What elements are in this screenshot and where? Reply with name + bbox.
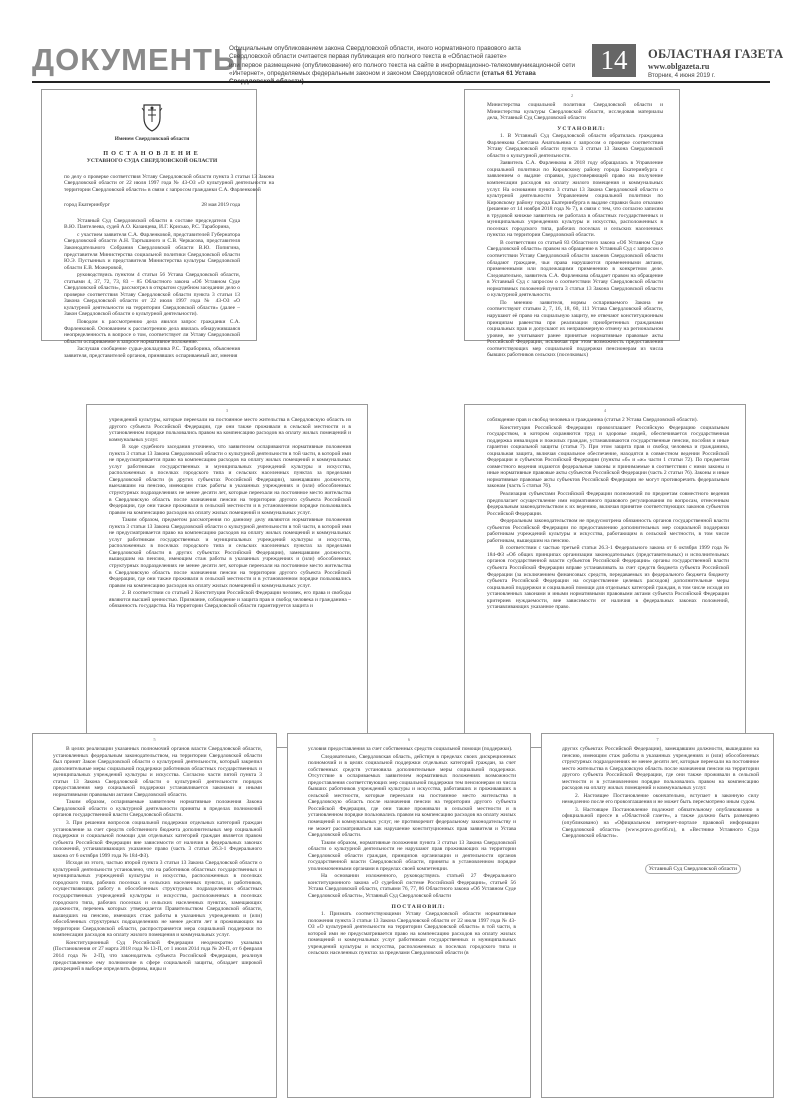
paragraph: Поводом к рассмотрению дела явился запрос гражданки С.А. Фарленковой. Основанием к рассмотрению дела явилась обнаружившаяся неопределенность в вопросе о том, соответствует ли Уставу Свердловской области оспариваемое в запросе нормативное положение. (64, 319, 240, 345)
stamp-text: Уставный Суд Свердловской области (645, 864, 741, 874)
paragraph: 2. В соответствии со статьей 2 Конституции Российской Федерации человек, его права и свободы являются высшей ценностью. Признание, соблюдение и защита прав и свобод человека и гражданина – обязанность государства. На территории Свердловской области гарантируется защита и (109, 590, 351, 610)
paragraph: Конституционный Суд Российской Федерации неоднократно указывал (Постановления от 27 марта 2018 года № 13-П, от 1 июля 2014 года № 20-П, от 6 февраля 2014 года № 2-П), что законодатель субъекта Российской Федерации, реализуя предоставленное ему полномочие в сфере социальной защиты, обладает широкой дискрецией в выборе определить формы, виды и (53, 939, 262, 973)
paragraph: условия предоставления за счет собственных средств социальной помощи (поддержки). (308, 746, 513, 752)
page-number-badge: 14 (592, 44, 636, 77)
desc-line: Официальным опубликованием закона Свердловской области, иного нормативного правового акта (229, 45, 521, 52)
site-link[interactable]: www.oblgazeta.ru (648, 62, 710, 71)
paragraph: По мнению заявителя, нормы оспариваемого Закона не соответствуют статьям 2, 7, 16, 18, 60, 111 Устава Свердловской области, нарушают её право на социальную защиту, не отвечают конституционным принципам равенства при реализации приобретенных гражданами социальных прав и допускают их неправомерную отмену на региональном уровне, не учитывают ранее принятые нормативные правовые акты Российской Федерации, исключая при этом возможность предоставления соответствующих мер социальной поддержки пенсионерам из числа бывших работников сельских (поселковых) (487, 299, 663, 359)
document-page-2 (464, 89, 680, 359)
paragraph: руководствуясь пунктом 4 статьи 56 Устава Свердловской области, статьями 4, 37, 72, 73, 83 – 85 Областного закона «Об Уставном Суде Свердловской области», рассмотрел в открытом судебном заседании дело о проверке соответствия Уставу Свердловской области пункта 3 статьи 13 Закона Свердловской области от 22 июля 1997 года № 43-ОЗ «О культурной деятельности на территории Свердловской области» (далее – Закон Свердловской области о культурной деятельности). (64, 272, 240, 318)
paragraph: других субъектах Российской Федерации), замещавшим должности, вышедшим на пенсию, имеющим стаж работы в указанных учреждениях и (или) обособленных структурных подразделениях не менее десяти лет, которые переехали на постоянное место жительства в Свердловскую область после назначения пенсии на территории другого субъекта Российской Федерации, где они также проживали в сельской местности и в установленном порядке пользовались правом на компенсацию расходов на оплату жилых помещений и коммунальных услуг. (562, 746, 759, 792)
page-number: 3 (225, 408, 229, 413)
page-number: 2 (570, 93, 574, 98)
case-subject: по делу о проверке соответствия Уставу Свердловской области пункта 3 статьи 13 Закона Свердловской области от 22 июля 1997 года № 43-ОЗ «О культурной деятельности на территории Свердловской области» в связи с запросом гражданки С.А. Фарленковой (64, 173, 274, 193)
document-page-5 (32, 733, 277, 1098)
paragraph: Таким образом, нормативные положения пункта 3 статьи 13 Закона Свердловской области о культурной деятельности не нарушают прав проживающих на территории Свердловской области граждан, принципов организации и деятельности органов государственной власти Свердловской области, приняты в установленном порядке уполномоченными органами в пределах своей компетенции. (308, 839, 516, 872)
decision-date: 28 мая 2019 года (201, 202, 240, 209)
paragraph: В соответствии со статьей 83 Областного закона «Об Уставном Суде Свердловской области» правом на обращение в Уставный Суд с запросом о соответствии Уставу Свердловской области законов Свердловской области обладают граждане, чьи права нарушаются примененными актами, примененными или подлежащими применению в конкретном деле. Следовательно, заявитель С.А. Фарленкова обладает правом на обращение в Уставный Суд с запросом о соответствии Уставу Свердловской области нормативных положений пункта 3 статьи 13 Закона Свердловской области о культурной деятельности. (487, 239, 663, 299)
city: город Екатеринбург (64, 202, 110, 209)
paragraph: Таким образом, предметом рассмотрения по данному делу являются нормативные положения пункта 3 статьи 13 Закона Свердловской области о культурной деятельности в той части, в которой ими не предусматривается право на компенсацию расходов на оплату жилых помещений и коммунальных услуг работникам государственных и муниципальных учреждений культуры и искусства, расположенных в поселках городского типа и сельских населенных пунктах за пределами Свердловской области в других субъектах Российской Федерации), замещавшим должности, вышедшим на пенсию, имеющим стаж работы в указанных учреждениях и (или) обособленных структурных подразделениях не менее десяти лет, которые переехали на постоянное место жительства в Свердловскую область после назначения пенсии на территории другого субъекта Российской Федерации, где они также проживали в сельской местности и в установленном порядке пользовались правом на компенсацию расходов на оплату жилых помещений и коммунальных услуг. (109, 517, 351, 589)
paragraph: с участием заявителя С.А. Фарленковой, представителей Губернатора Свердловской области А.Н. Тартышного и С.В. Черкасова, представителя Законодательного Собрания Свердловской области В.Ю. Попигина, представителя Министерства социальной политики Свердловской области Ю.Э. Пустынных и представителя Министерства культуры Свердловской области Е.В. Можеровой, (64, 231, 240, 271)
paragraph: Уставный Суд Свердловской области в составе председателя Суда В.Ю. Пантелеева, судей А.О. Казанцева, И.Г. Крисько, Р.С. Тараборина, (64, 217, 240, 231)
paragraph: Заявитель С.А. Фарленкова в 2018 году обращалась в Управление социальной политики по Кировскому району города Екатеринбурга с заявлением о выдаче справки, удостоверяющей право на получение компенсации расходов на оплату жилого помещения и коммунальных услуг. На основании пункта 3 статьи 13 Закона Свердловской области о культурной деятельности Управлением социальной политики по Кировскому району города Екатеринбурга в выдаче справки было отказано (решение от 14 ноября 2018 года № 7), в связи с тем, что согласно записям в трудовой книжке заявитель не работала в областных государственных и муниципальных учреждениях культуры и искусства, расположенных в поселках городского типа, рабочих поселках и сельских населенных пунктах на территории Свердловской области. (487, 160, 663, 239)
newspaper-brand[interactable]: ОБЛАСТНАЯ ГАЗЕТА (648, 47, 784, 61)
desc-bold: (статья 61 Устава (481, 69, 536, 77)
document-page-4 (464, 404, 746, 748)
paragraph: Следовательно, Свердловская область, действуя в пределах своих дискреционных полномочий и в целях социальной поддержки отдельных категорий граждан, за счет собственных средств установила дополнительные меры социальной поддержки. Отсутствие в оспариваемых заявителем нормативных положениях возможности предоставления соответствующих мер социальной поддержки тем пенсионерам из числа бывших работников учреждений культуры и искусства, работавших и проживавших в сельской местности, которые переехали на постоянное место жительства в Свердловскую область после назначения пенсии на территории другого субъекта Российской Федерации, где они также проживали в сельской местности и в установленном порядке пользовались правом на компенсацию расходов на оплату жилых помещений и коммунальных услуг, не противоречит федеральному законодательству и не может рассматриваться как нарушение конституционных прав заявителя и Устава Свердловской области. (308, 753, 516, 839)
paragraph: Министерства социальной политики Свердловской области и Министерства культуры Свердловской области, исследовав материалы дела, Уставный Суд Свердловской области (487, 102, 663, 122)
paragraph: 1. Признать соответствующими Уставу Свердловской области нормативные положения пункта 3 статьи 13 Закона Свердловской области от 22 июля 1997 года № 43-ОЗ «О культурной деятельности на территории Свердловской области» в той части, в которой ими не предусматривается право на компенсацию расходов на оплату жилых помещений и коммунальных услуг работникам государственных и муниципальных учреждений культуры и искусства, расположенных в поселках городского типа и сельских населенных пунктах за пределами Свердловской области (в (308, 911, 516, 957)
coat-of-arms-emblem-icon (140, 102, 164, 132)
divider (32, 81, 770, 83)
document-page-6 (287, 733, 531, 1098)
paragraph: Конституция Российской Федерации провозглашает Российскую Федерацию социальным государством, в котором охраняются труд и здоровье людей, обеспечивается государственная поддержка инвалидов и пожилых граждан, устанавливаются государственные пенсии, пособия и иные гарантии социальной защиты (статья 7). При этом защита прав и свобод человека и гражданина, социальная защита, включая социальное обеспечение, находятся в совместном ведении Российской Федерации и субъектов Российской Федерации (пункты «б» и «ж» части 1 статьи 72). По предметам совместного ведения издаются федеральные законы и принимаемые в соответствии с ними законы и иные нормативные правовые акты субъектов Российской Федерации (часть 2 статьи 76). Законы и иные нормативные правовые акты субъектов Российской Федерации не могут противоречить федеральным законам (часть 5 статьи 76). (487, 424, 729, 490)
desc-line: «Интернет», определяемых федеральным законом и законом Свердловской области (229, 69, 480, 77)
document-page-1 (41, 89, 274, 359)
page-number: 7 (656, 737, 659, 742)
paragraph: 3. При решении вопросов социальной поддержки отдельных категорий граждан установление за счет средств собственного бюджета дополнительных мер социальной поддержки и социальной помощи для отдельных категорий граждан является правом субъекта Российской Федерации вне зависимости от наличия в федеральных законах положений, устанавливающих указанное право (часть 3 статьи 26.3-1 Федерального закона от 6 октября 1999 года № 184-ФЗ). (53, 820, 262, 859)
paragraph: 3. Настоящее Постановление подлежит обязательному опубликованию в официальной прессе в «Областной газете», а также должно быть размещено (опубликовано) на «Официальном интернет-портале правовой информации Свердловской области» (www.pravo.gov66.ru), в «Вестнике Уставного Суда Свердловской области». (562, 806, 759, 840)
paragraph: 2. Настоящее Постановление окончательно, вступает в законную силу немедленно после его провозглашения и не может быть пересмотрено иным судом. (562, 792, 759, 806)
document-page-7 (541, 733, 774, 1098)
document-subtitle: УСТАВНОГО СУДА СВЕРДЛОВСКОЙ ОБЛАСТИ (86, 158, 218, 165)
court-stamp (562, 866, 759, 873)
section-title: ДОКУМЕНТЫ (32, 42, 245, 77)
paragraph: В ходе судебного заседания уточнено, что заявителем оспариваются нормативные положения пункта 3 статьи 13 Закона Свердловской области о культурной деятельности в той части, в которой ими не предусматривается право на компенсацию расходов на оплату жилых помещений и коммунальных услуг работникам государственных и муниципальных учреждений культуры и искусства, расположенных в поселках городского типа и сельских населенных пунктах за пределами Свердловской области (в других субъектах Российской Федерации), замещавшим должности, выехавшим на пенсию, имеющим стаж работы в указанных учреждениях и (или) обособленных структурных подразделениях не менее десяти лет, которые переехали на постоянное место жительства в Свердловскую область после назначения пенсии на территории другого субъекта Российской Федерации, где они также проживали в сельской местности и в установленном порядке пользовались правом на компенсацию расходов на оплату жилых помещений и коммунальных услуг. (109, 444, 351, 516)
page-number: 4 (603, 408, 607, 413)
section-heading: УСТАНОВИЛ: (557, 125, 606, 132)
city-date-line (64, 202, 240, 209)
document-page-3 (86, 404, 368, 748)
paragraph: В целях реализации указанных полномочий органов власти Свердловской области, установленных федеральным законодательством, на территории Свердловской области был принят Закон Свердловской области о культурной деятельности, который закрепил дополнительные меры социальной поддержки работников областных государственных и муниципальных учреждений культуры и искусства. Согласно части пятой пункта 3 статьи 13 Закона Свердловской области о культурной деятельности порядок предоставления мер социальной поддержки устанавливается законами и иными нормативными правовыми актами Свердловской области. (53, 746, 262, 798)
paragraph: 1. В Уставный Суд Свердловской области обратилась гражданка Фарленкова Светлана Анатольевна с запросом о проверке соответствия Уставу Свердловской области пункта 3 статьи 13 Закона Свердловской области о культурной деятельности. (487, 133, 663, 159)
desc-line: или первое размещение (опубликование) его полного текста на сайте в информационно-телекоммуникационной сети (229, 61, 576, 69)
paragraph: Заслушав сообщение судьи-докладчика Р.С. Тараборина, объяснения заявителя, представителей органов, принявших оспариваемый акт, мнения (64, 346, 240, 359)
paragraph: На основании изложенного, руководствуясь статьей 27 Федерального конституционного закона «О судебной системе Российской Федерации», статьей 56 Устава Свердловской области, статьями 76, 77, 86 Областного закона «Об Уставном Суде Свердловской области», Уставный Суд Свердловской области (308, 873, 516, 900)
section-heading: ПОСТАНОВИЛ: (391, 903, 446, 910)
paragraph: учреждений культуры, которые переехали на постоянное место жительства в Свердловскую область из другого субъекта Российской Федерации, где они также проживали в сельской местности и в установленном порядке пользовались правом на компенсацию расходов на оплату жилых помещений и коммунальных услуг. (109, 417, 351, 443)
desc-line: Свердловской области считается первая публикация его полного текста в «Областной газете» (229, 53, 507, 61)
document-title: ПОСТАНОВЛЕНИЕ (103, 149, 201, 157)
paragraph: В соответствии с частью третьей статьи 26.3-1 Федерального закона от 6 октября 1999 года № 184-ФЗ «Об общих принципах организации законодательных (представительных) и исполнительных органов государственной власти субъектов Российской Федерации» органы государственной власти субъекта Российской Федерации вправе устанавливать за счет средств бюджета субъекта Российской Федерации (за исключением финансовых средств, передаваемых из федерального бюджета бюджету субъекта Российской Федерации на осуществление целевых расходов) дополнительные меры социальной поддержки и социальной помощи для отдельных категорий граждан, в том числе исходя из установленных законами и иными нормативными правовыми актами субъекта Российской Федерации критериев нуждаемости, вне зависимости от наличия в федеральных законах положений, устанавливающих указанное право. (487, 545, 729, 611)
issue-date: Вторник, 4 июня 2019 г. (648, 72, 716, 79)
masthead (0, 0, 800, 88)
paragraph: Таким образом, оспариваемые заявителем нормативные положения Закона Свердловской области о культурной деятельности приняты в пределах полномочий органов государственной власти Свердловской области. (53, 799, 262, 819)
page-number: 5 (153, 737, 156, 742)
page-number: 6 (407, 737, 411, 742)
paragraph: соблюдение прав и свобод человека и гражданина (статья 2 Устава Свердловской области). (487, 417, 698, 423)
paragraph: Реализация субъектами Российской Федерации полномочий по предметам совместного ведения предполагает осуществление ими нормативного правового регулирования по вопросам, отнесенным федеральным законодательством к их ведению, включая принятие соответствующих законов субъектов Российской Федерации. (487, 491, 729, 517)
heading: Именем Свердловской области (114, 136, 190, 142)
paragraph: Исходя из этого, частью второй пункта 3 статьи 13 Закона Свердловской области о культурной деятельности установлено, что на работников областных государственных и муниципальных учреждений культуры и искусства, расположенных в поселках городского типа, рабочих поселках и сельских населенных пунктах, и работников, осуществляющих работу в обособленных структурных подразделениях областных государственных учреждений культуры и искусства, расположенных в поселках городского типа, рабочих поселках и сельских населенных пунктах, замещающих должности, перечень которых утверждается Правительством Свердловской области, вышедших на пенсию, имеющих стаж работы в указанных учреждениях и (или) обособленных структурных подразделениях не менее десяти лет и проживающих на территории Свердловской области, распространяется мера социальной поддержки по компенсации расходов на оплату жилого помещения и коммунальных услуг. (53, 860, 262, 939)
paragraph: Федеральным законодательством не предусмотрена обязанность органов государственной власти субъектов Российской Федерации по предоставлению дополнительных мер социальной поддержки работникам учреждений культуры и искусства, работающим в сельской местности, в том числе работникам, вышедшим на пенсию. (487, 518, 729, 544)
